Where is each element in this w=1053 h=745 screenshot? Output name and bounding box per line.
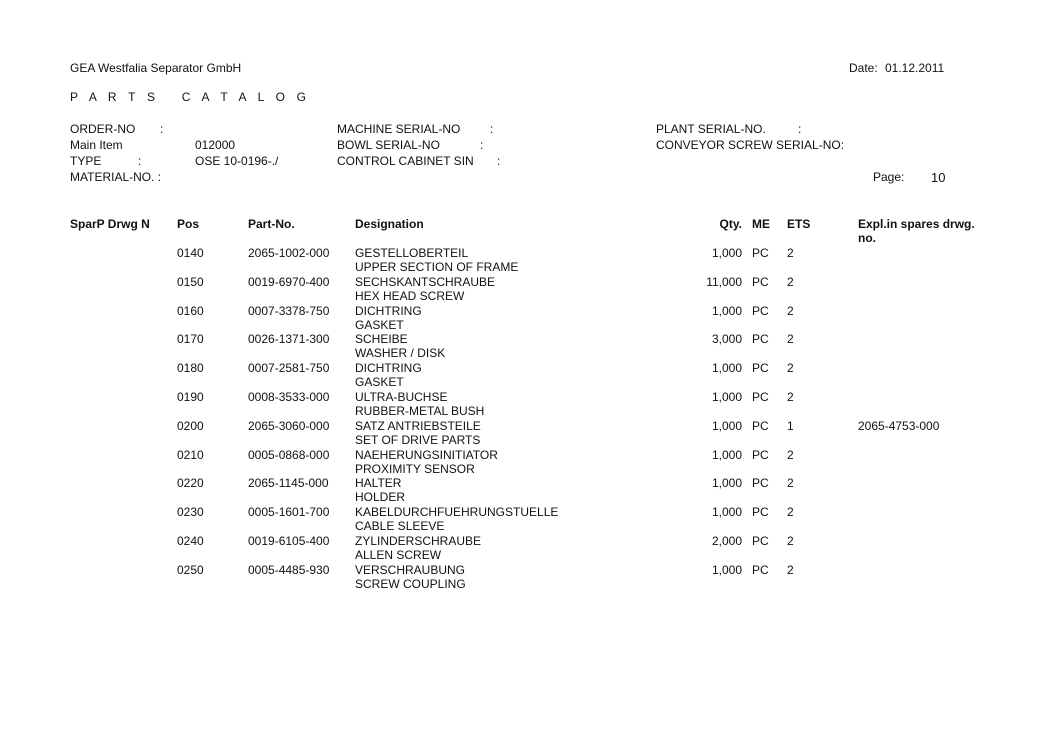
type-value: OSE 10-0196-./ [195, 154, 279, 168]
col-header-ets: ETS [787, 217, 811, 231]
row-designation-en: HOLDER [355, 490, 406, 504]
machine-serial-label: MACHINE SERIAL-NO [337, 122, 461, 136]
row-ets: 2 [787, 361, 794, 375]
main-item-value: 012000 [195, 138, 236, 152]
bowl-serial-colon: : [480, 138, 484, 152]
row-designation-en: ALLEN SCREW [355, 548, 442, 562]
row-qty: 2,000 [711, 534, 742, 548]
row-part-no: 0005-1601-700 [248, 505, 330, 519]
row-designation-de: DICHTRING [355, 361, 422, 375]
plant-serial-label: PLANT SERIAL-NO. [656, 122, 766, 136]
row-expl-drawing-no: 2065-4753-000 [858, 419, 940, 433]
row-me: PC [752, 534, 769, 548]
row-qty: 1,000 [711, 304, 742, 318]
row-me: PC [752, 448, 769, 462]
row-qty: 1,000 [711, 448, 742, 462]
row-qty: 1,000 [711, 563, 742, 577]
row-designation-de: ULTRA-BUCHSE [355, 390, 448, 404]
row-designation-de: ZYLINDERSCHRAUBE [355, 534, 482, 548]
row-me: PC [752, 390, 769, 404]
order-no-label: ORDER-NO [70, 122, 136, 136]
machine-serial-colon: : [490, 122, 494, 136]
row-qty: 1,000 [711, 419, 742, 433]
row-ets: 2 [787, 275, 794, 289]
row-part-no: 0019-6970-400 [248, 275, 330, 289]
col-header-expl-line2: no. [858, 231, 876, 245]
row-designation-en: PROXIMITY SENSOR [355, 462, 475, 476]
row-qty: 1,000 [711, 361, 742, 375]
row-designation-de: DICHTRING [355, 304, 422, 318]
row-me: PC [752, 361, 769, 375]
row-pos: 0210 [177, 448, 204, 462]
row-pos: 0190 [177, 390, 204, 404]
row-designation-de: SCHEIBE [355, 332, 408, 346]
row-designation-en: GASKET [355, 318, 404, 332]
row-me: PC [752, 505, 769, 519]
row-pos: 0170 [177, 332, 204, 346]
row-qty: 1,000 [711, 390, 742, 404]
conveyor-serial-label: CONVEYOR SCREW SERIAL-NO: [656, 138, 845, 152]
col-header-sparp: SparP Drwg N [70, 217, 150, 231]
row-qty: 1,000 [711, 246, 742, 260]
row-pos: 0140 [177, 246, 204, 260]
row-designation-en: GASKET [355, 375, 404, 389]
col-header-pos: Pos [177, 217, 200, 231]
row-me: PC [752, 275, 769, 289]
row-designation-de: KABELDURCHFUEHRUNGSTUELLE [355, 505, 559, 519]
row-ets: 1 [787, 419, 794, 433]
row-designation-de: SATZ ANTRIEBSTEILE [355, 419, 481, 433]
col-header-part-no: Part-No. [248, 217, 295, 231]
row-part-no: 0026-1371-300 [248, 332, 330, 346]
row-pos: 0220 [177, 476, 204, 490]
row-designation-de: HALTER [355, 476, 402, 490]
row-part-no: 0005-4485-930 [248, 563, 330, 577]
row-designation-en: HEX HEAD SCREW [355, 289, 465, 303]
row-designation-de: NAEHERUNGSINITIATOR [355, 448, 498, 462]
col-header-me: ME [752, 217, 770, 231]
row-designation-en: CABLE SLEEVE [355, 519, 445, 533]
row-me: PC [752, 419, 769, 433]
row-ets: 2 [787, 448, 794, 462]
company-name: GEA Westfalia Separator GmbH [70, 61, 242, 75]
row-pos: 0230 [177, 505, 204, 519]
row-qty: 1,000 [711, 505, 742, 519]
row-part-no: 0005-0868-000 [248, 448, 330, 462]
date-value: 01.12.2011 [885, 61, 945, 75]
row-qty: 11,000 [706, 275, 742, 289]
row-part-no: 0008-3533-000 [248, 390, 330, 404]
row-ets: 2 [787, 390, 794, 404]
row-designation-de: VERSCHRAUBUNG [355, 563, 466, 577]
row-designation-en: UPPER SECTION OF FRAME [355, 260, 519, 274]
row-designation-en: SCREW COUPLING [355, 577, 466, 591]
type-colon: : [138, 154, 142, 168]
row-designation-en: SET OF DRIVE PARTS [355, 433, 481, 447]
plant-serial-colon: : [798, 122, 802, 136]
main-item-label: Main Item [70, 138, 123, 152]
row-part-no: 2065-1145-000 [248, 476, 329, 490]
type-label: TYPE [70, 154, 102, 168]
material-no-label: MATERIAL-NO. : [70, 170, 162, 184]
row-ets: 2 [787, 304, 794, 318]
row-ets: 2 [787, 563, 794, 577]
row-me: PC [752, 246, 769, 260]
col-header-expl: Expl.in spares drwg. [858, 217, 975, 231]
row-designation-de: SECHSKANTSCHRAUBE [355, 275, 496, 289]
row-qty: 1,000 [711, 476, 742, 490]
bowl-serial-label: BOWL SERIAL-NO [337, 138, 440, 152]
row-me: PC [752, 332, 769, 346]
row-ets: 2 [787, 246, 794, 260]
page-number: 10 [931, 170, 946, 185]
row-pos: 0160 [177, 304, 204, 318]
date-label: Date: [849, 61, 878, 75]
col-header-designation: Designation [355, 217, 424, 231]
row-part-no: 2065-1002-000 [248, 246, 330, 260]
row-ets: 2 [787, 332, 794, 346]
row-designation-en: WASHER / DISK [355, 346, 446, 360]
row-designation-de: GESTELLOBERTEIL [355, 246, 469, 260]
row-pos: 0150 [177, 275, 204, 289]
row-part-no: 0007-2581-750 [248, 361, 330, 375]
row-me: PC [752, 304, 769, 318]
row-part-no: 0007-3378-750 [248, 304, 330, 318]
row-ets: 2 [787, 505, 794, 519]
document-title: P A R T S C A T A L O G [70, 90, 311, 104]
row-part-no: 2065-3060-000 [248, 419, 330, 433]
control-cabinet-label: CONTROL CABINET SIN [337, 154, 474, 168]
order-no-colon: : [160, 122, 164, 136]
control-cabinet-colon: : [497, 154, 501, 168]
row-pos: 0180 [177, 361, 204, 375]
row-pos: 0250 [177, 563, 204, 577]
col-header-qty: Qty. [719, 217, 742, 231]
row-me: PC [752, 476, 769, 490]
row-part-no: 0019-6105-400 [248, 534, 330, 548]
page-label: Page: [873, 170, 905, 184]
row-ets: 2 [787, 534, 794, 548]
row-pos: 0200 [177, 419, 204, 433]
row-designation-en: RUBBER-METAL BUSH [355, 404, 485, 418]
row-qty: 3,000 [711, 332, 742, 346]
row-me: PC [752, 563, 769, 577]
row-ets: 2 [787, 476, 794, 490]
row-pos: 0240 [177, 534, 204, 548]
